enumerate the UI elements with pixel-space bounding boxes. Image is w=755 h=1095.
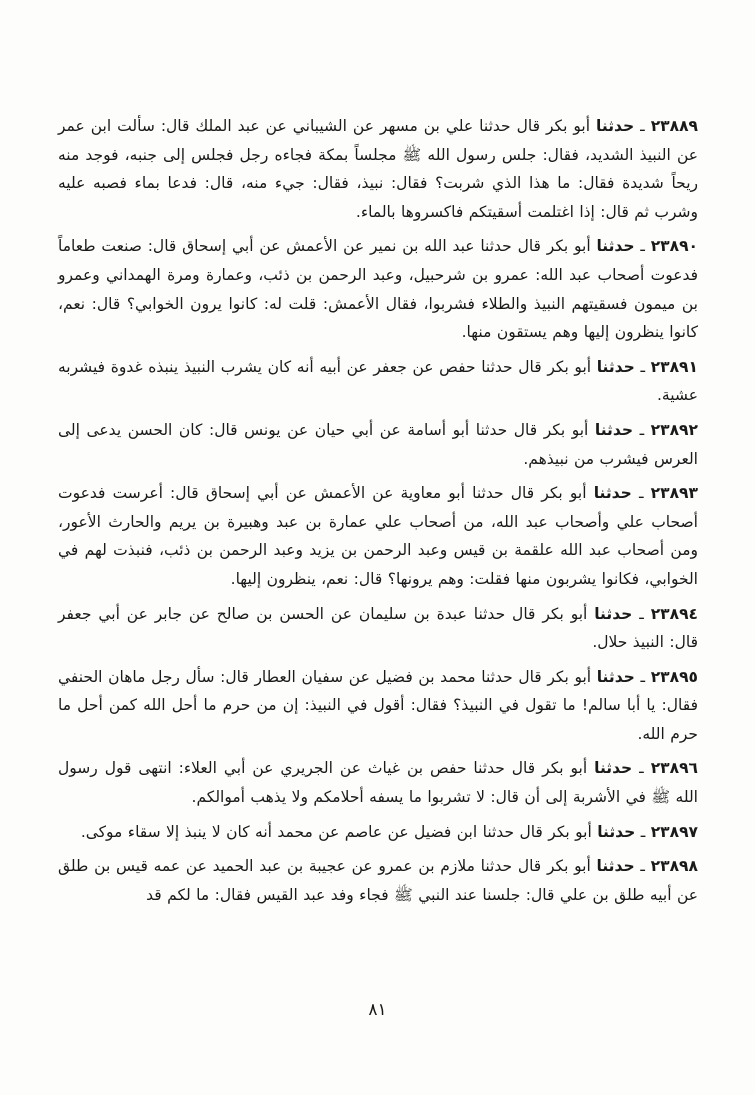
- hadith-text: أبو بكر قال حدثنا عبدة بن سليمان عن الحسن بن صالح عن جابر عن أبي جعفر قال: النبيذ حلال.: [58, 604, 698, 652]
- hadith-number: ٢٣٨٩٥: [650, 667, 698, 686]
- hadith-separator: ـ: [632, 604, 651, 623]
- hadith-separator: ـ: [631, 484, 651, 503]
- hadith-separator: ـ: [634, 237, 651, 256]
- hadith-paragraph: [58, 232, 698, 346]
- hadith-chain-opening: حدثنا: [596, 357, 635, 376]
- hadith-chain-opening: حدثنا: [594, 604, 633, 623]
- hadith-number: ٢٣٨٩١: [650, 357, 698, 376]
- hadith-separator: ـ: [633, 420, 651, 439]
- hadith-paragraph: [58, 112, 698, 226]
- hadith-number: ٢٣٨٩٣: [650, 484, 698, 503]
- hadith-paragraph: [58, 600, 698, 657]
- hadith-number: ٢٣٨٩٤: [650, 604, 698, 623]
- hadith-paragraph: [58, 416, 698, 473]
- hadith-text: أبو بكر قال حدثنا محمد بن فضيل عن سفيان العطار قال: سأل رجل ماهان الحنفي فقال: يا أبا سالم! ما تقول في النبيذ؟ فقال: أقول في النبيذ: إن من حرم ما أحل الله كمن أحل ما حرم الله.: [58, 667, 698, 743]
- hadith-separator: ـ: [634, 667, 651, 686]
- hadith-separator: ـ: [634, 857, 651, 876]
- hadith-text: أبو بكر قال حدثنا حفص بن غياث عن الجريري عن أبي العلاء: انتهى قول رسول الله ﷺ في الأشربة إلى أن قال: لا تشربوا ما يسفه أحلامكم ولا يذهب أموالكم.: [58, 759, 698, 807]
- hadith-chain-opening: حدثنا: [596, 857, 635, 876]
- hadith-text: أبو بكر قال حدثنا عبد الله بن نمير عن الأعمش عن أبي إسحاق قال: صنعت طعاماً فدعوت أصحاب عبد الله: عمرو بن شرحبيل، وعبد الرحمن بن ذئب، وعمارة ومرة الهمداني وعمرو بن ميمون فسقيتهم النبيذ والطلاء فشربوا، فقال الأعمش: قلت له: كانوا يرون الخوابي؟ قال: نعم، كانوا ينظرون إليها وهم يستقون منها.: [58, 237, 698, 342]
- hadith-separator: ـ: [632, 759, 651, 778]
- hadith-text: أبو بكر قال حدثنا ملازم بن عمرو عن عجيبة بن عبد الحميد عن عمه قيس بن طلق عن أبيه طلق بن علي قال: جلسنا عند النبي ﷺ فجاء وفد عبد القيس فقال: ما لكم قد: [58, 857, 698, 904]
- hadith-number: ٢٣٨٩٨: [650, 857, 698, 876]
- hadith-paragraph: [58, 479, 698, 593]
- hadith-text: أبو بكر قال حدثنا ابن فضيل عن عاصم عن محمد أنه كان لا ينبذ إلا سقاء موكى.: [80, 822, 598, 841]
- hadith-chain-opening: حدثنا: [594, 420, 633, 439]
- hadith-chain-opening: حدثنا: [596, 117, 635, 135]
- hadith-separator: ـ: [634, 117, 651, 135]
- hadith-chain-opening: حدثنا: [594, 759, 633, 778]
- hadith-paragraph: [58, 663, 698, 749]
- hadith-number: ٢٣٨٩٢: [650, 420, 698, 439]
- hadith-number: ٢٣٨٩٧: [650, 822, 698, 841]
- hadith-paragraph: [58, 852, 698, 909]
- hadith-paragraph: [58, 353, 698, 410]
- hadith-text: أبو بكر قال حدثنا أبو أسامة عن أبي حيان عن يونس قال: كان الحسن يدعى إلى العرس فيشرب من نبيذهم.: [58, 420, 698, 468]
- hadith-paragraph: [58, 754, 698, 811]
- hadith-chain-opening: حدثنا: [596, 237, 635, 256]
- hadith-chain-opening: حدثنا: [597, 822, 636, 841]
- hadith-text: أبو بكر قال حدثنا أبو معاوية عن الأعمش عن أبي إسحاق قال: أعرست فدعوت أصحاب علي وأصحاب عبد الله، من أصحاب علي عمارة بن عبد وهبيرة بن يريم والحارث الأعور، ومن أصحاب عبد الله علقمة بن قيس وعبد الرحمن بن يزيد وعبد الرحمن بن ذئب، فنبذت لهم في الخوابي، فكانوا يشربون منها فقلت: وهم يرونها؟ قال: نعم، ينظرون إليها.: [58, 484, 698, 588]
- page-number: ٨١: [368, 1000, 387, 1020]
- hadith-number: ٢٣٨٩٠: [650, 237, 698, 256]
- hadith-paragraph: [58, 818, 698, 847]
- hadith-text: أبو بكر قال حدثنا علي بن مسهر عن الشيباني عن عبد الملك قال: سألت ابن عمر عن النبيذ الشديد، فقال: جلس رسول الله ﷺ مجلساً بمكة فجاءه رجل فجلس إلى جنبه، فوجد منه ريحاً شديدة فقال: ما هذا الذي شربت؟ فقال: نبيذ، فقال: جيء منه، قال: فدعا بماء فصبه عليه وشرب ثم قال: إذا اغتلمت أسقيتكم فاكسروها بالماء.: [58, 117, 698, 221]
- hadith-text: أبو بكر قال حدثنا حفص عن جعفر عن أبيه أنه كان يشرب النبيذ ينبذه غدوة فيشربه عشية.: [58, 357, 698, 405]
- hadith-number: ٢٣٨٩٦: [650, 759, 698, 778]
- hadith-number: ٢٣٨٨٩: [650, 117, 698, 135]
- page-body: [58, 112, 698, 909]
- hadith-separator: ـ: [635, 822, 651, 841]
- hadith-chain-opening: حدثنا: [593, 484, 632, 503]
- hadith-separator: ـ: [634, 357, 651, 376]
- hadith-chain-opening: حدثنا: [596, 667, 635, 686]
